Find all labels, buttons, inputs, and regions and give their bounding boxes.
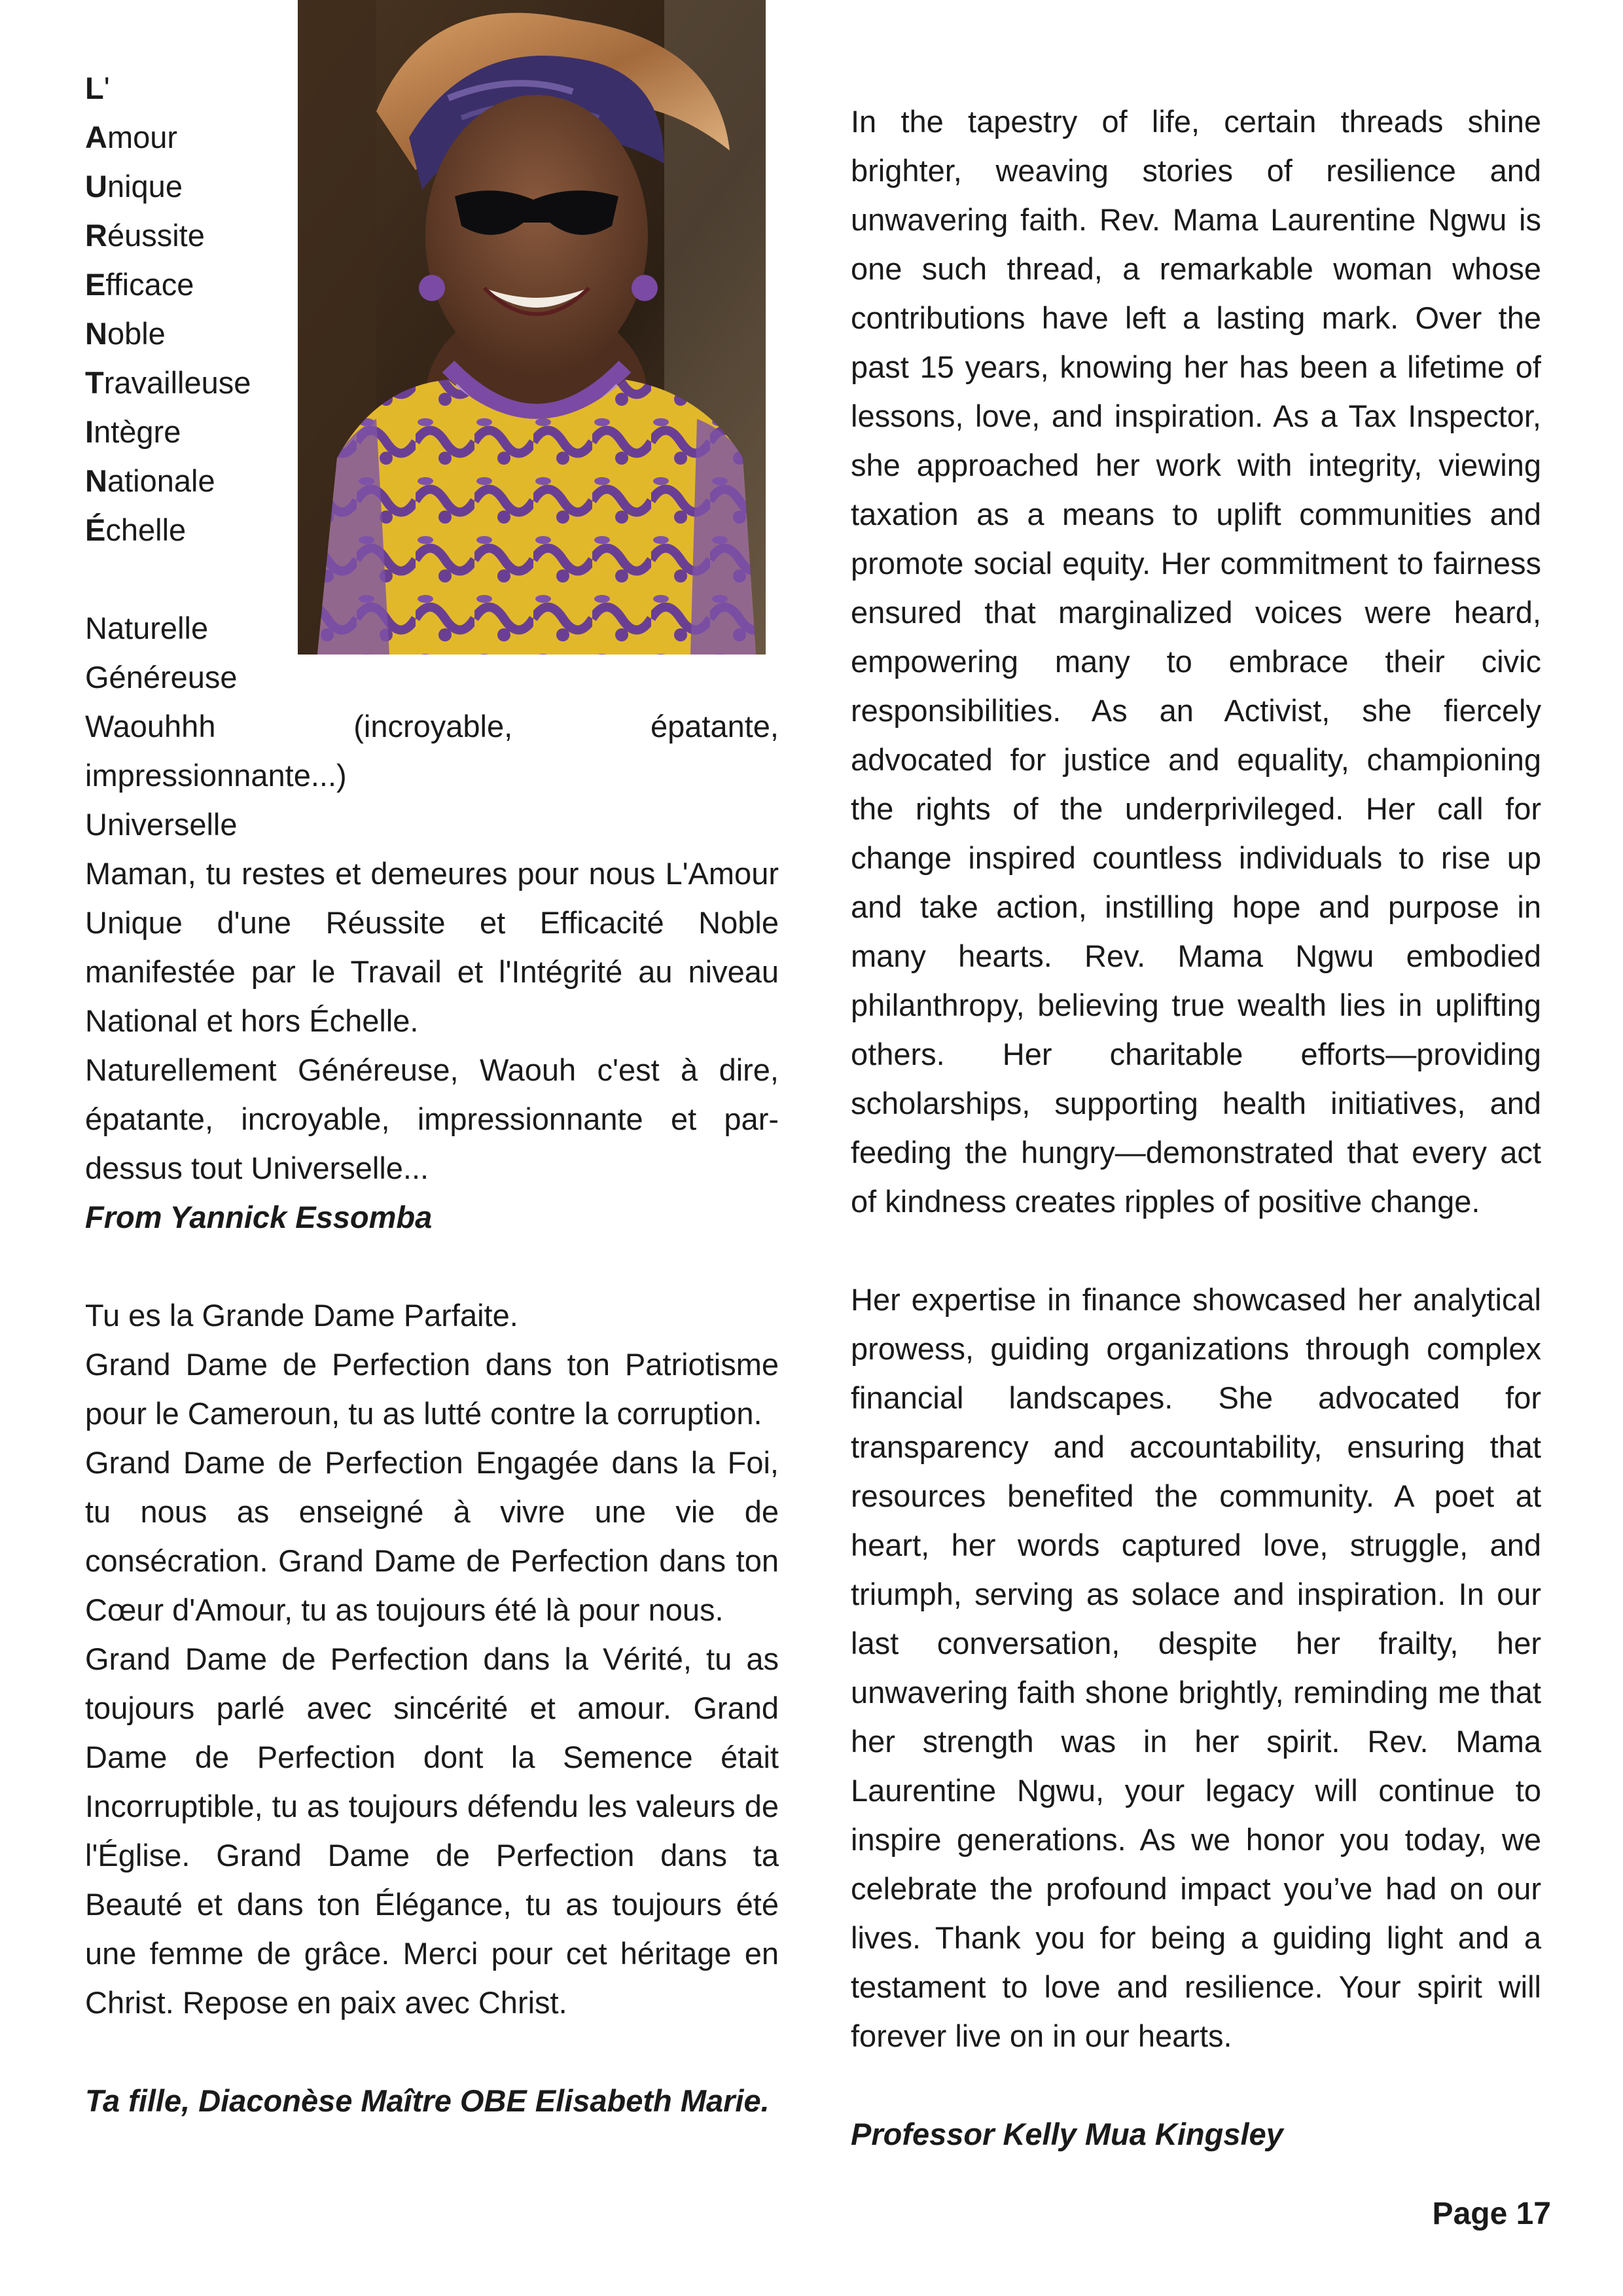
acrostic-line <box>85 309 779 358</box>
acrostic-rest: ' <box>103 71 110 105</box>
page-number: Page 17 <box>1432 2197 1551 2231</box>
acrostic-line <box>85 358 779 407</box>
word-universelle: Universelle <box>85 807 238 842</box>
naturellement-paragraph: Naturellement Généreuse, Waouh c'est à dire, épatante, incroyable, impressionnante et par-dessus tout Universelle... <box>85 1052 779 1185</box>
acrostic-initial: I <box>85 414 94 449</box>
acrostic-line <box>85 505 779 554</box>
foi-paragraph: Grand Dame de Perfection Engagée dans la Foi, tu nous as enseigné à vivre une vie de consécration. Grand Dame de Perfection dans ton Cœur d'Amour, tu as toujours été là pour nous. <box>85 1445 779 1627</box>
acrostic-initial: R <box>85 218 107 253</box>
signature-elisabeth: Ta fille, Diaconèse Maître OBE Elisabeth Marie. <box>85 2083 770 2118</box>
acrostic <box>85 63 779 554</box>
acrostic-initial: L <box>85 71 104 105</box>
grande-dame-line: Tu es la Grande Dame Parfaite. <box>85 1298 518 1333</box>
acrostic-line <box>85 113 779 162</box>
acrostic-initial: A <box>85 120 107 154</box>
acrostic-initial: N <box>85 463 107 498</box>
acrostic-rest: éussite <box>107 218 205 253</box>
waouh-line: Waouhhh (incroyable, épatante, impressionnante...) <box>85 709 779 793</box>
acrostic-line <box>85 162 779 211</box>
acrostic-rest: oble <box>107 316 166 351</box>
signature-kelly: Professor Kelly Mua Kingsley <box>851 2117 1283 2151</box>
acrostic-line <box>85 407 779 456</box>
acrostic-line <box>85 211 779 260</box>
verite-paragraph: Grand Dame de Perfection dans la Vérité, tu as toujours parlé avec sincérité et amour. Grand Dame de Perfection dont la Semence était Incorruptible, tu as toujours défendu les valeurs de l'Église. Grand Dame de Perfection dans ta Beauté et dans ton Élégance, tu as toujours été une femme de grâce. Merci pour cet héritage en Christ. Repose en paix avec Christ. <box>85 1641 779 2020</box>
acrostic-initial: N <box>85 316 107 351</box>
acrostic-rest: chelle <box>105 512 187 547</box>
acrostic-rest: ravailleuse <box>103 365 251 400</box>
acrostic-initial: U <box>85 169 107 204</box>
right-column <box>851 97 1541 2159</box>
maman-paragraph: Maman, tu restes et demeures pour nous L'Amour Unique d'une Réussite et Efficacité Noble manifestée par le Travail et l'Intégrité au niveau National et hors Échelle. <box>85 856 779 1038</box>
word-genereuse: Généreuse <box>85 660 238 694</box>
signature-yannick: From Yannick Essomba <box>85 1200 433 1234</box>
acrostic-rest: fficace <box>105 267 194 302</box>
acrostic-line <box>85 260 779 309</box>
acrostic-rest: ationale <box>107 463 215 498</box>
patriotisme-paragraph: Grand Dame de Perfection dans ton Patriotisme pour le Cameroun, tu as lutté contre la corruption. <box>85 1347 779 1431</box>
tribute-paragraph-1: In the tapestry of life, certain threads shine brighter, weaving stories of resilience and unwavering faith. Rev. Mama Laurentine Ngwu is one such thread, a remarkable woman whose contributions have left a lasting mark. Over the past 15 years, knowing her has been a lifetime of lessons, love, and inspiration. As a Tax Inspector, she approached her work with integrity, viewing taxation as a means to uplift communities and promote social equity. Her commitment to fairness ensured that marginalized voices were heard, empowering many to embrace their civic responsibilities. As an Activist, she fiercely advocated for justice and equality, championing the rights of the underprivileged. Her call for change inspired countless individuals to rise up and take action, instilling hope and purpose in many hearts. Rev. Mama Ngwu embodied philanthropy, believing true wealth lies in uplifting others. Her charitable efforts—providing scholarships, supporting health initiatives, and feeding the hungry—demonstrated that every act of kindness creates ripples of positive change. <box>851 104 1541 1219</box>
tribute-paragraph-2: Her expertise in finance showcased her analytical prowess, guiding organizations through complex financial landscapes. She advocated for transparency and accountability, ensuring that resources benefited the community. A poet at heart, her words captured love, struggle, and triumph, serving as solace and inspiration. In our last conversation, despite her frailty, her unwavering faith shone brightly, reminding me that her strength was in her spirit. Rev. Mama Laurentine Ngwu, your legacy will continue to inspire generations. As we honor you today, we celebrate the profound impact you’ve had on our lives. Thank you for being a guiding light and a testament to love and resilience. Your spirit will forever live on in our hearts. <box>851 1282 1541 2053</box>
acrostic-initial: E <box>85 267 106 302</box>
acrostic-line <box>85 456 779 505</box>
left-column <box>85 63 779 2125</box>
acrostic-initial: T <box>85 365 104 400</box>
acrostic-rest: ntègre <box>94 414 181 449</box>
acrostic-rest: nique <box>107 169 183 204</box>
word-naturelle: Naturelle <box>85 611 209 645</box>
acrostic-rest: mour <box>107 120 178 154</box>
acrostic-line <box>85 63 779 113</box>
acrostic-initial: É <box>85 512 106 547</box>
